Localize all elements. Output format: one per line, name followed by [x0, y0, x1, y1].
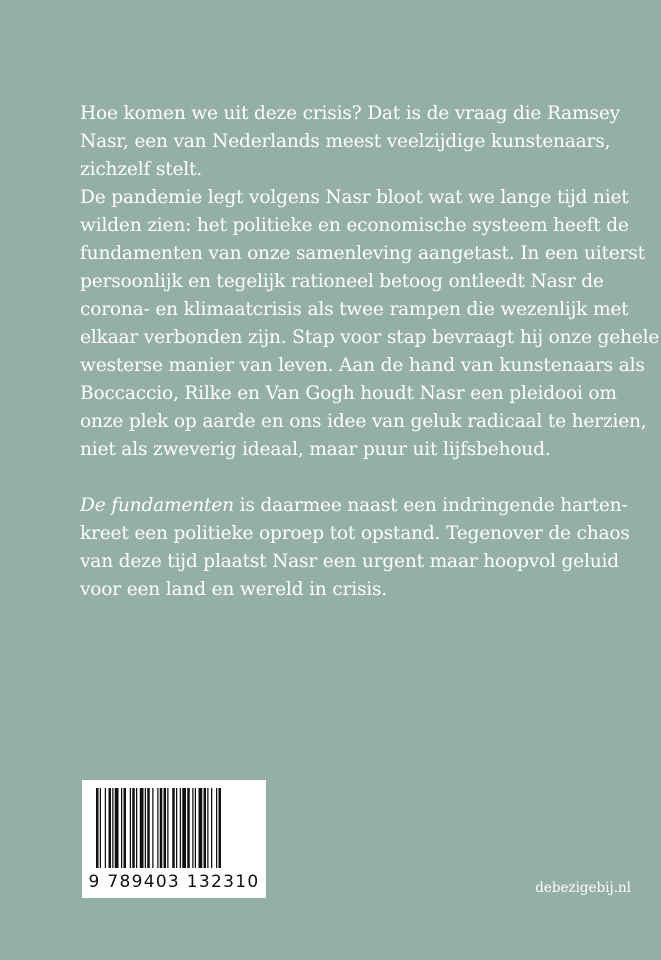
isbn-barcode [82, 780, 266, 898]
barcode-bar [180, 788, 181, 868]
barcode-bar [145, 788, 146, 868]
blurb-line: zichzelf stelt. [80, 159, 203, 180]
barcode-bar [109, 788, 112, 868]
blurb-line: van deze tijd plaatst Nasr een urgent maar hoopvol geluid [80, 551, 619, 572]
barcode-bar [112, 788, 113, 868]
blurb-line: wilden zien: het politieke en economische systeem heeft de [80, 215, 629, 236]
barcode-bar [152, 788, 153, 868]
barcode-bar [121, 788, 122, 868]
blurb-line: elkaar verbonden zijn. Stap voor stap bevraagt hij onze gehele [80, 327, 660, 348]
blurb-line: onze plek op aarde en ons idee van geluk radicaal te herzien, [80, 411, 647, 432]
barcode-bar [140, 788, 144, 868]
barcode-bar [182, 788, 186, 868]
blurb-line: Nasr, een van Nederlands meest veelzijdige kunstenaars, [80, 131, 611, 152]
blurb-line: persoonlijk en tegelijk rationeel betoog ontleedt Nasr de [80, 271, 604, 292]
blurb-paragraph-3 [80, 492, 630, 604]
barcode-bar [211, 788, 212, 868]
barcode-bar [195, 788, 196, 868]
barcode-bar [164, 788, 167, 868]
barcode-bar [167, 788, 168, 868]
blurb-paragraph-1 [80, 100, 620, 184]
blurb-line: Hoe komen we uit deze crisis? Dat is de vraag die Ramsey [80, 103, 620, 124]
barcode-bar [192, 788, 193, 868]
book-title: De fundamenten [80, 495, 234, 516]
blurb-line: fundamenten van onze samenleving aangetast. In een uiterst [80, 243, 645, 264]
barcode-bar [136, 788, 137, 868]
barcode-bar [124, 788, 127, 868]
paragraph-spacer [80, 464, 590, 492]
isbn-number: 9 789403 132310 [88, 872, 260, 892]
barcode-bar [187, 788, 190, 868]
barcode-bar [172, 788, 175, 868]
back-cover-blurb [80, 100, 660, 604]
blurb-paragraph-2 [80, 184, 660, 464]
blurb-line: De pandemie legt volgens Nasr bloot wat we lange tijd niet [80, 187, 629, 208]
barcode-bar [176, 788, 177, 868]
barcode-bar [115, 788, 119, 868]
barcode-bar [100, 788, 101, 868]
blurb-line: kreet een politieke oproep tot opstand. Tegenover de chaos [80, 523, 630, 544]
blurb-line [80, 492, 628, 520]
publisher-website: debezigebij.nl [535, 880, 631, 896]
barcode-bar [199, 788, 203, 868]
barcode-bar [157, 788, 158, 868]
barcode-bar [207, 788, 208, 868]
blurb-line-rest: is daarmee naast een indringende harten- [233, 495, 628, 516]
barcode-bar [96, 788, 99, 868]
blurb-line: niet als zweverig ideaal, maar puur uit lijfsbehoud. [80, 439, 551, 460]
blurb-line: voor een land en wereld in crisis. [80, 579, 388, 600]
blurb-line: corona- en klimaatcrisis als twee rampen die wezenlijk met [80, 299, 629, 320]
barcode-bar [216, 788, 217, 868]
barcode-bar [219, 788, 222, 868]
barcode-bar [160, 788, 163, 868]
blurb-line: westerse manier van leven. Aan de hand van kunstenaars als [80, 355, 645, 376]
barcode-bar [130, 788, 131, 868]
barcode-bar [132, 788, 135, 868]
barcode-bar [204, 788, 207, 868]
barcode-bar [105, 788, 106, 868]
blurb-line: Boccaccio, Rilke en Van Gogh houdt Nasr een pleidooi om [80, 383, 617, 404]
barcode-bar [147, 788, 150, 868]
